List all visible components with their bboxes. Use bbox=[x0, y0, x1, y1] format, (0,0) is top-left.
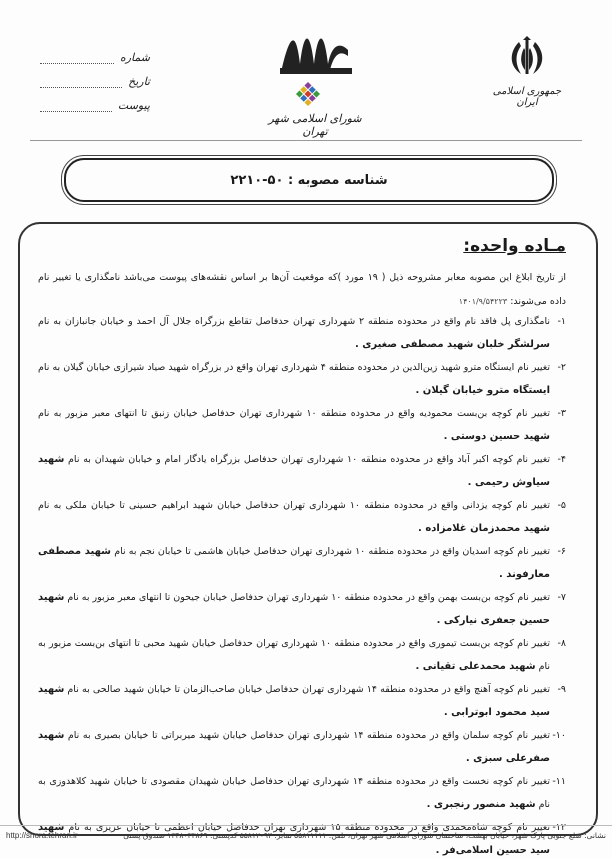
item-list bbox=[38, 310, 566, 862]
list-item bbox=[38, 540, 566, 586]
approval-id: شناسه مصوبه : ۵۰-۲۲۱۰ bbox=[230, 172, 388, 188]
list-item bbox=[38, 310, 566, 356]
iran-emblem-icon bbox=[505, 34, 549, 80]
item-description: تغییر نام کوچه اکبر آباد واقع در محدوده منطقه ۱۰ شهرداری تهران حدفاصل بزرگراه یادگار امام و خیابان شهیدان به نام bbox=[64, 454, 551, 465]
intro-paragraph bbox=[38, 266, 566, 314]
item-number: ۱۰- bbox=[552, 730, 566, 741]
item-new-name: شهید محمدزمان غلامزاده . bbox=[418, 523, 550, 534]
item-number: ۷- bbox=[557, 592, 566, 603]
item-text bbox=[38, 356, 550, 402]
meta-attachment-label: پیوست bbox=[117, 99, 150, 112]
item-new-name: سرلشگر خلبان شهید مصطفی صغیری . bbox=[354, 339, 550, 350]
item-text bbox=[38, 402, 550, 448]
list-item bbox=[38, 356, 566, 402]
intro-text: از تاریخ ابلاغ این مصوبه معابر مشروحه ذیل ( ۱۹ مورد )که موقعیت آن‌ها بر اساس نقشه‌های پیوست می‌باشد نامگذاری یا تغییر نام داده می‌شوند: bbox=[38, 272, 566, 307]
list-item bbox=[38, 448, 566, 494]
footer-url[interactable]: http://shora.tehran.ir bbox=[6, 830, 78, 840]
item-number: ۴- bbox=[557, 454, 566, 465]
item-number: ۳- bbox=[557, 408, 566, 419]
item-text bbox=[38, 678, 550, 724]
intro-reference: ۱۴۰۱/۹/۵۴۲۲۳ bbox=[458, 297, 508, 306]
item-description: نامگذاری پل فاقد نام واقع در محدوده منطقه ۲ شهرداری تهران حدفاصل تقاطع بزرگراه جلال آل احمد و خیابان جانبازان به نام bbox=[38, 316, 551, 327]
item-description: تغییر نام کوچه اسدیان واقع در محدوده منطقه ۱۰ شهرداری تهران حدفاصل خیابان هاشمی تا خیابان نجم به نام bbox=[111, 546, 550, 557]
item-description: تغییر نام کوچه یزدانی واقع در محدوده منطقه ۱۰ شهرداری تهران حدفاصل خیابان شهید ابراهیم حسینی تا خیابان ملکی به نام bbox=[38, 500, 550, 511]
council-name: شورای اسلامی شهر تهران bbox=[268, 112, 362, 138]
meta-date bbox=[40, 64, 150, 88]
item-new-name: شهید سیاوش رحیمی . bbox=[38, 454, 550, 488]
meta-date-label: تاریخ bbox=[128, 75, 150, 88]
item-description: تغییر نام ایستگاه مترو شهید زین‌الدین در محدوده منطقه ۴ شهرداری تهران واقع در بزرگراه شهید صیاد شیرازی خیابان گیلان به نام bbox=[38, 362, 550, 373]
item-new-name: شهید سید محمود ابوترابی . bbox=[38, 684, 550, 718]
item-number: ۱۱- bbox=[552, 776, 566, 787]
item-description: تغییر نام کوچه بن‌بست تیموری واقع در محدوده منطقه ۱۰ شهرداری تهران حدفاصل خیابان شهید محبی تا انتهای بن‌بست مزبور به نام bbox=[38, 638, 550, 672]
item-text bbox=[38, 310, 550, 356]
item-new-name: شهید محمدعلی تقیانی . bbox=[415, 661, 536, 672]
item-new-name: شهید مصطفی معارفوند . bbox=[38, 546, 550, 580]
item-number: ۸- bbox=[557, 638, 566, 649]
document-meta bbox=[40, 40, 150, 112]
header-divider bbox=[30, 140, 582, 141]
item-text bbox=[38, 540, 550, 586]
item-number: ۲- bbox=[557, 362, 566, 373]
council-logo-icon bbox=[260, 24, 370, 112]
list-item bbox=[38, 632, 566, 678]
list-item bbox=[38, 770, 566, 816]
article-heading: مـاده واحده: bbox=[463, 236, 566, 256]
item-number: ۱۲- bbox=[552, 822, 566, 833]
item-description: تغییر نام کوچه نخست واقع در محدوده منطقه ۱۴ شهرداری تهران حدفاصل خیابان شهیدان مقصودی تا خیابان شهید کلاهدوزی به نام bbox=[38, 776, 550, 810]
national-emblem bbox=[482, 34, 572, 108]
item-description: تغییر نام کوچه شاه‌محمدی واقع در محدوده منطقه ۱۵ شهرداری تهران حدفاصل خیابان اعظمی تا خیابان عزیزی به نام bbox=[64, 822, 550, 833]
list-item bbox=[38, 494, 566, 540]
item-number: ۹- bbox=[557, 684, 566, 695]
item-new-name: شهید صفرعلی سبزی . bbox=[38, 730, 550, 764]
emblem-label: جمهوری اسلامی ایران bbox=[492, 86, 562, 108]
item-text bbox=[38, 494, 550, 540]
item-number: ۵- bbox=[557, 500, 566, 511]
council-logo bbox=[260, 24, 370, 138]
item-number: ۶- bbox=[557, 546, 566, 557]
item-description: تغییر نام کوچه آهنچ واقع در محدوده منطقه ۱۴ شهرداری تهران حدفاصل خیابان صاحب‌الزمان تا خیابان شهید صالحی به نام bbox=[64, 684, 551, 695]
meta-number-label: شماره bbox=[119, 51, 150, 64]
item-text bbox=[38, 770, 550, 816]
item-number: ۱- bbox=[557, 316, 566, 327]
item-description: تغییر نام کوچه بن‌بست بهمن واقع در محدوده منطقه ۱۰ شهرداری تهران حدفاصل خیابان جیحون تا انتهای معبر مزبور به نام bbox=[64, 592, 551, 603]
list-item bbox=[38, 678, 566, 724]
approval-id-box bbox=[64, 158, 554, 202]
item-text bbox=[38, 448, 550, 494]
footer-address: نشانی: ضلع جنوبی پارک شهر، خیابان بهشت، ساختمان شورای اسلامی شهر تهران، تلفن: ۵۵۸۱۱۱۱۱ نمابر: ۵۵۸۱۲۰۹۳ کدپستی: ۱۳۴۸۰۳۳۸۶۹ صندوق پستی bbox=[123, 830, 606, 840]
page-footer bbox=[0, 825, 612, 844]
list-item bbox=[38, 402, 566, 448]
item-new-name: شهید حسین جعفری نیارکی . bbox=[38, 592, 550, 626]
meta-attachment bbox=[40, 88, 150, 112]
item-new-name: شهید حسین دوستی . bbox=[443, 431, 550, 442]
meta-number bbox=[40, 40, 150, 64]
item-description: تغییر نام کوچه بن‌بست محمودیه واقع در محدوده منطقه ۱۰ شهرداری تهران حدفاصل خیابان زنبق تا انتهای معبر مزبور به نام bbox=[38, 408, 550, 419]
item-text bbox=[38, 586, 550, 632]
list-item bbox=[38, 586, 566, 632]
item-text bbox=[38, 724, 550, 770]
item-description: تغییر نام کوچه سلمان واقع در محدوده منطقه ۱۴ شهرداری تهران حدفاصل خیابان شهید میربراتی تا خیابان بصیری به نام bbox=[64, 730, 550, 741]
item-new-name: شهید منصور رنجبری . bbox=[426, 799, 536, 810]
item-new-name: شهید سید حسین اسلامی‌فر . bbox=[38, 822, 550, 856]
item-new-name: ایستگاه مترو خیابان گیلان . bbox=[415, 385, 550, 396]
list-item bbox=[38, 724, 566, 770]
item-text bbox=[38, 632, 550, 678]
